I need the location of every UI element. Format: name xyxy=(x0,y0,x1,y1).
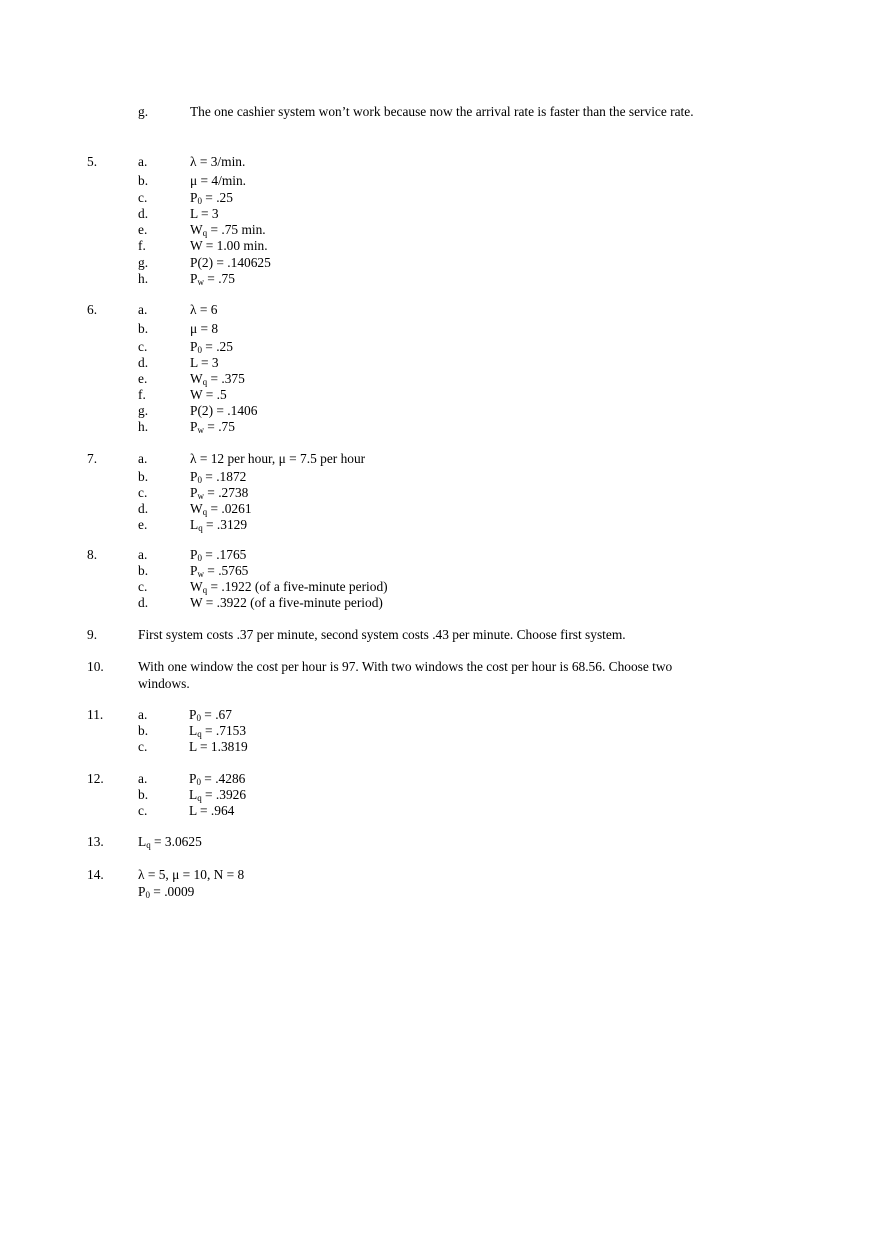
answer-formula: $W_q = .0261$ xyxy=(190,501,252,517)
answer-text: λ = 5, μ = 10, N = 8 xyxy=(138,867,245,882)
item-letter: d. xyxy=(138,501,149,516)
answer-text: windows. xyxy=(138,676,190,691)
item-letter: g. xyxy=(138,104,149,119)
item-letter: f. xyxy=(138,387,146,402)
item-letter: f. xyxy=(138,238,146,253)
item-letter: a. xyxy=(138,707,148,722)
answer-formula: $P_0 = .25$ xyxy=(190,339,233,355)
answer-formula: P(2) = .140625 xyxy=(190,255,271,270)
question-number: 13. xyxy=(87,834,104,849)
question-number: 12. xyxy=(87,771,104,786)
item-letter: b. xyxy=(138,469,149,484)
item-letter: b. xyxy=(138,173,149,188)
question-number: 14. xyxy=(87,867,104,882)
item-letter: c. xyxy=(138,339,148,354)
answer-formula: $P_w = .2738$ xyxy=(190,485,249,501)
question-number: 10. xyxy=(87,659,104,674)
answer-formula: W = 1.00 min. xyxy=(190,238,268,253)
item-letter: a. xyxy=(138,771,148,786)
item-letter: d. xyxy=(138,355,149,370)
answer-formula: P(2) = .1406 xyxy=(190,403,258,418)
answer-formula: $P_w = .5765$ xyxy=(190,563,249,579)
answer-formula: μ = 4/min. xyxy=(190,173,247,188)
item-letter: a. xyxy=(138,451,148,466)
answer-text: With one window the cost per hour is 97. With two windows the cost per hour is 68.56. Choose two xyxy=(138,659,673,674)
answer-formula: $W_q = .375$ xyxy=(190,371,245,387)
item-letter: c. xyxy=(138,739,148,754)
answer-formula: $L_q = .3129$ xyxy=(190,517,248,533)
item-letter: b. xyxy=(138,563,149,578)
answer-formula: $L_q = 3.0625$ xyxy=(138,834,202,850)
item-letter: e. xyxy=(138,517,148,532)
answer-formula: W = .3922 (of a five-minute period) xyxy=(190,595,383,610)
answer-formula: L = 1.3819 xyxy=(189,739,248,754)
item-letter: e. xyxy=(138,371,148,386)
item-letter: a. xyxy=(138,154,148,169)
question-number: 11. xyxy=(87,707,104,722)
item-letter: h. xyxy=(138,419,149,434)
question-number: 7. xyxy=(87,451,98,466)
item-letter: a. xyxy=(138,547,148,562)
answer-formula: $P_0 = .1872$ xyxy=(190,469,247,485)
answer-formula: $P_w = .75$ xyxy=(190,419,235,435)
answer-formula: μ = 8 xyxy=(190,321,219,336)
item-letter: b. xyxy=(138,321,149,336)
answer-formula: $P_0 = .1765$ xyxy=(190,547,247,563)
item-letter: b. xyxy=(138,723,149,738)
answer-formula: $L_q = .3926$ xyxy=(189,787,247,803)
answer-formula: $L_q = .7153$ xyxy=(189,723,247,739)
item-letter: d. xyxy=(138,206,149,221)
answer-formula: L = 3 xyxy=(190,206,219,221)
item-letter: c. xyxy=(138,190,148,205)
answer-formula: L = .964 xyxy=(189,803,235,818)
question-number: 8. xyxy=(87,547,98,562)
answer-formula: W = .5 xyxy=(190,387,227,402)
item-letter: e. xyxy=(138,222,148,237)
item-letter: b. xyxy=(138,787,149,802)
question-number: 9. xyxy=(87,627,98,642)
answer-formula: λ = 6 xyxy=(190,302,218,317)
item-letter: g. xyxy=(138,403,149,418)
item-letter: a. xyxy=(138,302,148,317)
answer-formula: λ = 12 per hour, μ = 7.5 per hour xyxy=(190,451,366,466)
item-letter: c. xyxy=(138,485,148,500)
question-number: 5. xyxy=(87,154,98,169)
question-number: 6. xyxy=(87,302,98,317)
answer-formula: $P_0 = .0009$ xyxy=(138,884,195,900)
answer-text: First system costs .37 per minute, second system costs .43 per minute. Choose first system. xyxy=(138,627,626,642)
item-letter: g. xyxy=(138,255,149,270)
answer-formula: $P_w = .75$ xyxy=(190,271,235,287)
item-letter: h. xyxy=(138,271,149,286)
item-text: The one cashier system won’t work because now the arrival rate is faster than the service rate. xyxy=(190,104,694,119)
answer-formula: $P_0 = .67$ xyxy=(189,707,232,723)
item-letter: c. xyxy=(138,803,148,818)
answer-formula: $P_0 = .25$ xyxy=(190,190,233,206)
answer-formula: L = 3 xyxy=(190,355,219,370)
item-letter: c. xyxy=(138,579,148,594)
answer-formula: $W_q = .75$ min. xyxy=(190,222,266,238)
answer-formula: $P_0 = .4286$ xyxy=(189,771,246,787)
answer-formula: λ = 3/min. xyxy=(190,154,246,169)
answer-formula: $W_q = .1922$ (of a five-minute period) xyxy=(190,579,388,595)
item-letter: d. xyxy=(138,595,149,610)
